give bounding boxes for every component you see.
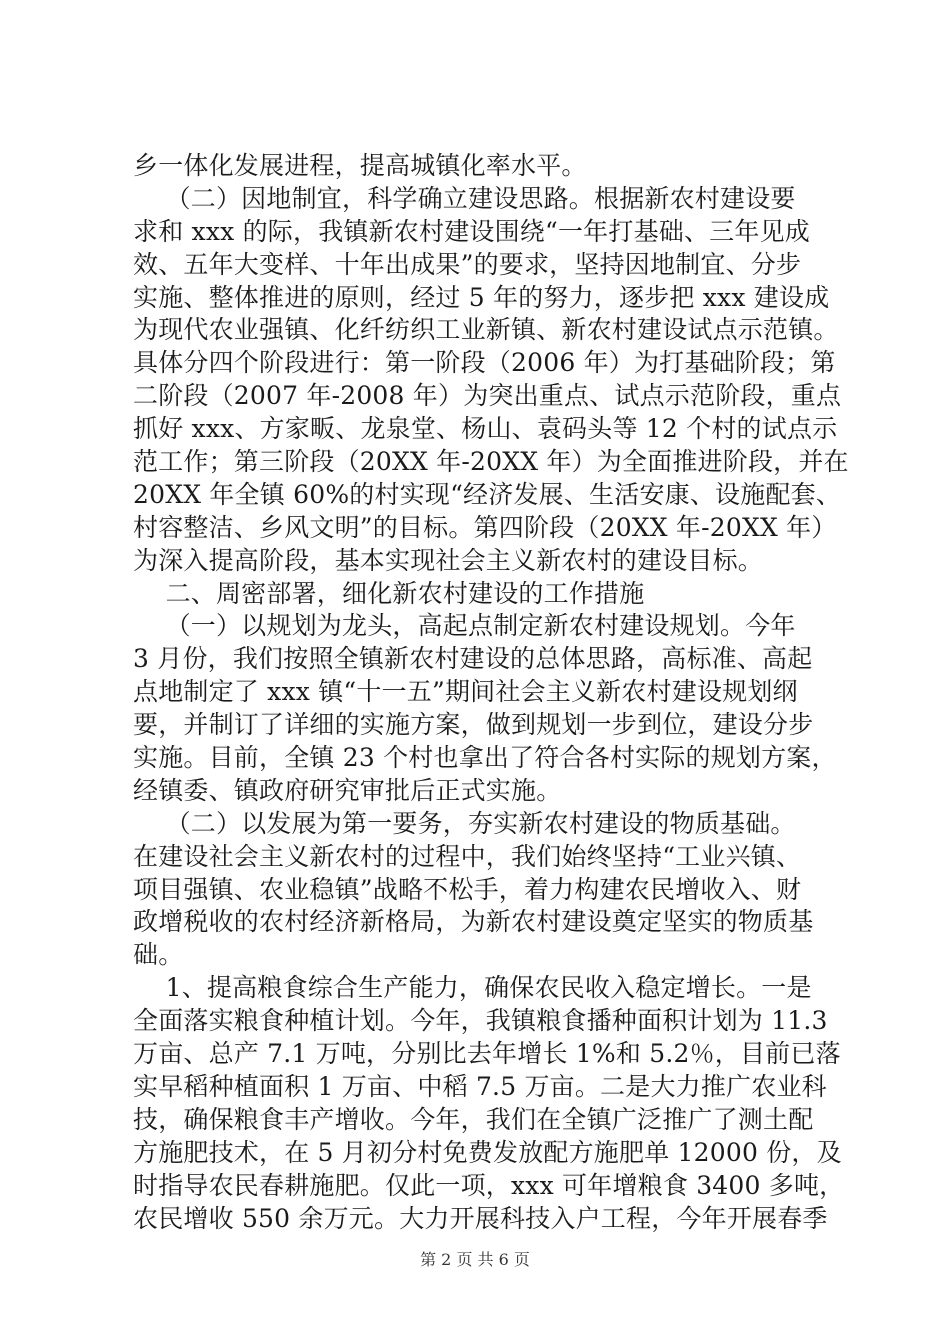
paragraph-line: 求和 xxx 的际，我镇新农村建设围绕“一年打基础、三年见成 — [133, 216, 810, 246]
paragraph-line: 3 月份，我们按照全镇新农村建设的总体思路，高标准、高起 — [133, 644, 813, 674]
paragraph-line: 效、五年大变样、十年出成果”的要求，坚持因地制宜、分步 — [133, 249, 802, 279]
paragraph-line: 为现代农业强镇、化纤纺织工业新镇、新农村建设试点示范镇。 — [133, 315, 839, 345]
paragraph-line: 全面落实粮食种植计划。今年，我镇粮食播种面积计划为 11.3 — [133, 1006, 828, 1036]
paragraph-line: 万亩、总产 7.1 万吨，分别比去年增长 1%和 5.2％，目前已落 — [133, 1039, 841, 1069]
page-number-footer: 第 2 页 共 6 页 — [420, 1250, 530, 1269]
paragraph-line: 实早稻种植面积 1 万亩、中稻 7.5 万亩。二是大力推广农业科 — [133, 1071, 827, 1101]
paragraph-line: 技，确保粮食丰产增收。今年，我们在全镇广泛推广了测土配 — [133, 1104, 814, 1134]
paragraph-line: 农民增收 550 余万元。大力开展科技入户工程，今年开展春季 — [133, 1203, 828, 1233]
paragraph-line: 二、周密部署，细化新农村建设的工作措施 — [133, 578, 645, 608]
paragraph-line: 具体分四个阶段进行：第一阶段（2006 年）为打基础阶段；第 — [133, 348, 836, 378]
paragraph-line: 乡一体化发展进程，提高城镇化率水平。 — [133, 151, 587, 180]
paragraph-line: 在建设社会主义新农村的过程中，我们始终坚持“工业兴镇、 — [133, 841, 802, 871]
paragraph-line: （二）因地制宜，科学确立建设思路。根据新农村建设要 — [133, 183, 796, 213]
paragraph-line: 项目强镇、农业稳镇”战略不松手，着力构建农民增收入、财 — [133, 874, 802, 904]
paragraph-line: 实施。目前，全镇 23 个村也拿出了符合各村实际的规划方案， — [133, 743, 837, 773]
paragraph-line: 抓好 xxx、方家畈、龙泉堂、杨山、袁码头等 12 个村的试点示 — [133, 414, 838, 444]
paragraph-line: 二阶段（2007 年-2008 年）为突出重点、试点示范阶段，重点 — [133, 381, 842, 411]
paragraph-line: 政增税收的农村经济新格局，为新农村建设奠定坚实的物质基 — [133, 907, 814, 937]
paragraph-line: 20XX 年全镇 60%的村实现“经济发展、生活安康、设施配套、 — [133, 479, 842, 509]
paragraph-line: 实施、整体推进的原则，经过 5 年的努力，逐步把 xxx 建设成 — [133, 282, 830, 312]
paragraph-line: （二）以发展为第一要务，夯实新农村建设的物质基础。 — [133, 808, 796, 838]
paragraph-line: 方施肥技术，在 5 月初分村免费发放配方施肥单 12000 份，及 — [133, 1137, 842, 1167]
paragraph-line: 经镇委、镇政府研究审批后正式实施。 — [133, 775, 562, 805]
paragraph-line: 范工作；第三阶段（20XX 年-20XX 年）为全面推进阶段，并在 — [133, 447, 849, 477]
paragraph-line: 1、提高粮食综合生产能力，确保农民收入稳定增长。一是 — [133, 973, 812, 1003]
paragraph-line: 村容整洁、乡风文明”的目标。第四阶段（20XX 年-20XX 年） — [133, 512, 837, 542]
paragraph-line: 点地制定了 xxx 镇“十一五”期间社会主义新农村建设规划纲 — [133, 677, 798, 707]
paragraph-line: 础。 — [133, 940, 184, 970]
paragraph-line: 要，并制订了详细的实施方案，做到规划一步到位，建设分步 — [133, 710, 814, 740]
paragraph-line: 为深入提高阶段，基本实现社会主义新农村的建设目标。 — [133, 545, 764, 575]
paragraph-line: 时指导农民春耕施肥。仅此一项，xxx 可年增粮食 3400 多吨， — [133, 1170, 845, 1200]
paragraph-line: （一）以规划为龙头，高起点制定新农村建设规划。今年 — [133, 611, 796, 641]
document-body — [133, 150, 849, 1235]
